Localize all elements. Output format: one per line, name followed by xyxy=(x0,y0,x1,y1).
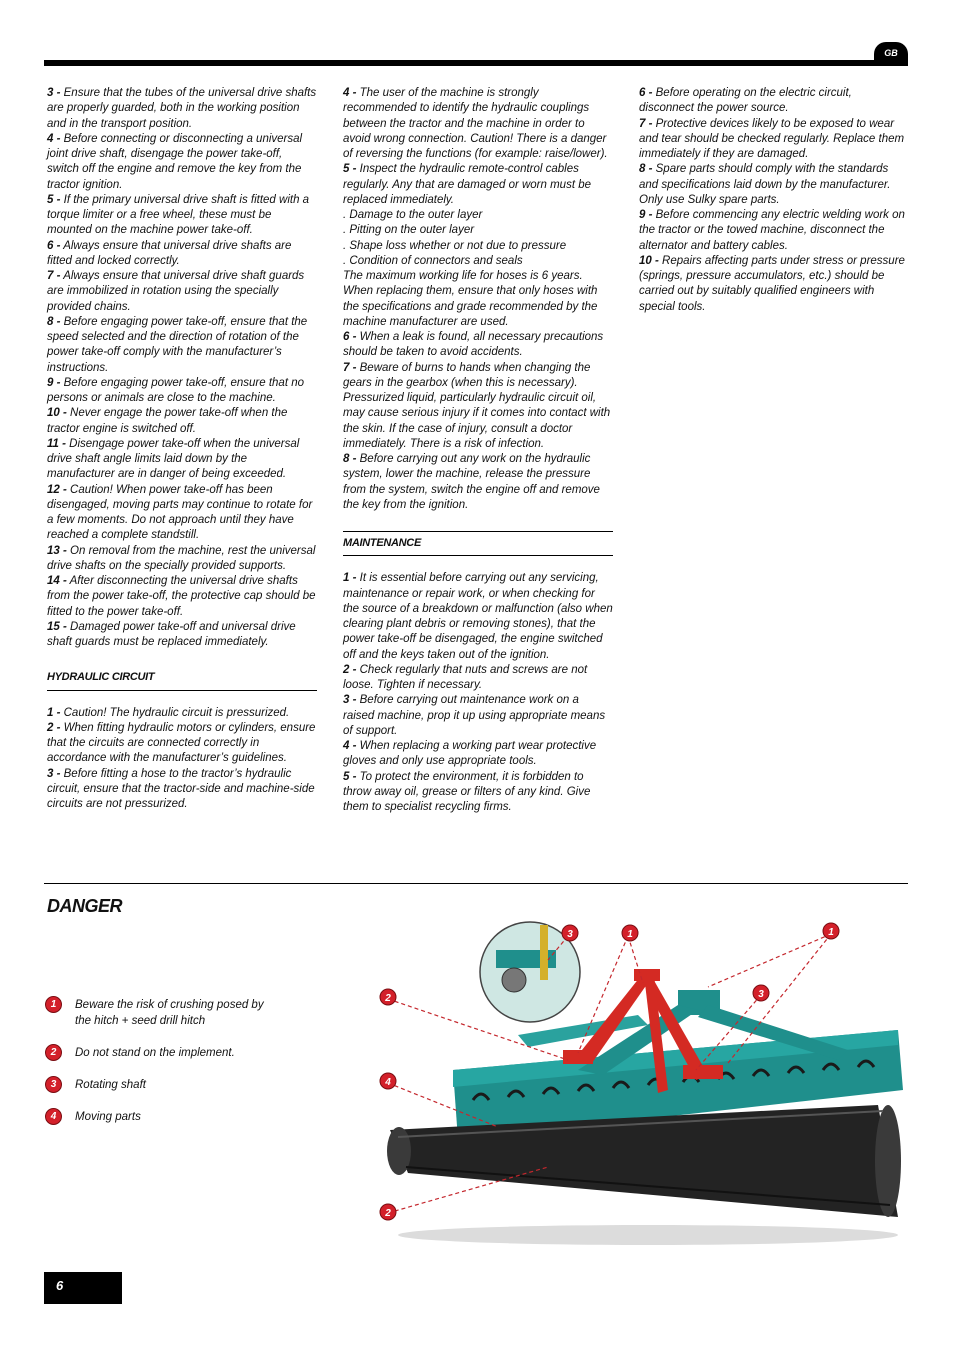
callout-badge-1 xyxy=(823,923,839,939)
item-number: 10 - xyxy=(47,407,67,420)
item-text: Caution! The hydraulic circuit is pressurized. xyxy=(63,706,290,719)
electrical-list xyxy=(639,86,909,315)
bullet-item: . Shape loss whether or not due to pressure xyxy=(343,239,567,252)
item-number: 4 - xyxy=(47,132,61,145)
danger-heading: DANGER xyxy=(47,896,123,916)
svg-text:1: 1 xyxy=(627,929,633,940)
list-item xyxy=(47,483,317,544)
item-text: Before operating on the electric circuit, disconnect the power source. xyxy=(639,87,852,115)
list-item xyxy=(639,86,909,117)
item-text: When a leak is found, all necessary precautions should be taken to avoid accidents. xyxy=(343,331,604,359)
list-item xyxy=(47,239,317,270)
item-text: Before engaging power take-off, ensure that no persons or animals are close to the machine. xyxy=(47,376,305,404)
legend-text: Do not stand on the implement. xyxy=(75,1047,235,1059)
language-tab: GB xyxy=(874,42,908,66)
hydraulic-list-continued-2 xyxy=(343,330,613,513)
list-item xyxy=(47,437,317,483)
item-number: 3 - xyxy=(343,694,357,707)
callout-badge-4 xyxy=(380,1073,396,1089)
item-number: 8 - xyxy=(343,453,357,465)
danger-legend xyxy=(45,996,305,1140)
svg-text:2: 2 xyxy=(385,993,391,1004)
list-item xyxy=(47,193,317,239)
item-number: 6 - xyxy=(639,87,653,99)
column-1 xyxy=(47,86,317,812)
list-item xyxy=(47,269,317,315)
list-item xyxy=(343,162,613,208)
item-number: 3 - xyxy=(47,87,61,99)
legend-text: Moving parts xyxy=(75,1111,141,1123)
item-text: Repairs affecting parts under stress or pressure (springs, pressure accumulators, etc.) should be carried out by suitably qualified engineers with special tools. xyxy=(639,254,905,313)
item-number: 8 - xyxy=(47,315,61,328)
item-text: Before connecting or disconnecting a universal joint drive shaft, disengage the power take-off, switch off the engine and remove the key from the tractor ignition. xyxy=(47,132,303,191)
list-item xyxy=(343,693,613,739)
item-text: If the primary universal drive shaft is fitted with a torque limiter or a free wheel, these must be mounted on the machine power take-off. xyxy=(47,193,310,237)
list-item xyxy=(47,406,317,437)
item-number: 11 - xyxy=(47,437,66,450)
legend-item xyxy=(45,1108,305,1140)
item-text: Damaged power take-off and universal drive shaft guards must be replaced immediately. xyxy=(47,620,296,648)
svg-text:3: 3 xyxy=(758,989,764,1000)
list-item xyxy=(343,361,613,453)
legend-item xyxy=(45,1076,305,1108)
svg-text:4: 4 xyxy=(385,1077,391,1088)
item-text: Beware of burns to hands when changing the gears in the gearbox (when this is necessary). Pressurized liquid, particularly hydraulic circuit oil, may cause serious injury if it comes into contact with the skin. If the case of injury, consult a doctor immediately. There is a risk of infection. xyxy=(343,361,611,450)
callout-badge-1 xyxy=(622,925,638,941)
bullet-item: . Condition of connectors and seals xyxy=(343,254,523,267)
hydraulic-list-continued xyxy=(343,86,613,208)
maintenance-list xyxy=(343,571,613,815)
hose-life-note: The maximum working life for hoses is 6 years. When replacing them, ensure that only hoses with the specifications and grade recommended by the machine manufacturer are used. xyxy=(343,270,598,328)
item-text: To protect the environment, it is forbidden to throw away oil, grease or filters of any kind. Give them to specialist recycling firms. xyxy=(343,770,591,813)
hose-checklist xyxy=(343,208,613,269)
list-item xyxy=(343,571,613,663)
legend-item xyxy=(45,996,305,1044)
item-text: Always ensure that universal drive shafts are fitted and locked correctly. xyxy=(47,239,292,267)
column-2 xyxy=(343,86,613,815)
list-item xyxy=(47,721,317,767)
item-number: 1 - xyxy=(47,706,61,719)
list-item xyxy=(343,770,613,816)
item-number: 7 - xyxy=(47,270,61,282)
item-text: Ensure that the tubes of the universal drive shafts are properly guarded, both in the working position and in the transport position. xyxy=(47,87,317,130)
warning-badge-icon: 1 xyxy=(45,996,62,1013)
item-number: 4 - xyxy=(343,87,357,99)
item-text: It is essential before carrying out any servicing, maintenance or repair work, or when checking for the source of a breakdown or malfunction (also when clearing plant debris or removing stones), that the power take-off be disengaged, the engine switched off and the keys taken out of the ignition. xyxy=(343,572,613,661)
item-text: When replacing a working part wear protective gloves and only use appropriate tools. xyxy=(343,740,597,768)
callout-badge-2 xyxy=(380,989,396,1005)
list-item xyxy=(47,86,317,132)
item-text: On removal from the machine, rest the universal drive shafts on the specially provided supports. xyxy=(47,544,316,572)
item-number: 5 - xyxy=(343,770,357,783)
item-text: Before engaging power take-off, ensure that the speed selected and the direction of rotation of the power take-off comply with the manufacturer’s instructions. xyxy=(47,315,308,374)
bullet-item: . Damage to the outer layer xyxy=(343,209,483,221)
legend-text: Rotating shaft xyxy=(75,1079,146,1091)
warning-badge-icon: 2 xyxy=(45,1044,62,1061)
item-number: 1 - xyxy=(343,572,357,585)
list-item xyxy=(343,739,613,770)
item-text: Check regularly that nuts and screws are not loose. Tighten if necessary. xyxy=(343,663,588,691)
item-number: 9 - xyxy=(47,376,61,389)
item-number: 2 - xyxy=(343,663,357,676)
maintenance-heading: MAINTENANCE xyxy=(343,531,613,556)
item-text: Caution! When power take-off has been disengaged, moving parts may continue to rotate for a few moments. Do not approach until they have reached a complete standstill. xyxy=(47,483,313,542)
list-item xyxy=(639,208,909,254)
item-number: 14 - xyxy=(47,575,67,587)
item-text: The user of the machine is strongly recommended to identify the hydraulic couplings between the tractor and the machine in order to avoid wrong connection. Caution! There is a danger of reversing the functions (for example: raise/lower). xyxy=(343,87,608,160)
list-item xyxy=(47,620,317,651)
item-number: 3 - xyxy=(47,767,61,780)
page-number: 6 xyxy=(44,1272,122,1304)
pto-safety-list xyxy=(47,86,317,650)
svg-text:3: 3 xyxy=(567,929,573,940)
list-item xyxy=(47,376,317,407)
item-text: After disconnecting the universal drive shafts from the power take-off, the protective cap should be fitted to the power take-off. xyxy=(47,575,316,618)
item-number: 5 - xyxy=(47,193,61,206)
warning-badge-icon: 4 xyxy=(45,1108,62,1125)
list-item xyxy=(47,574,317,620)
machine-illustration xyxy=(378,905,908,1250)
item-text: Before carrying out any work on the hydraulic system, lower the machine, release the pressure from the system, switch the engine off and remove the key from the ignition. xyxy=(343,453,600,511)
item-text: Before fitting a hose to the tractor’s hydraulic circuit, ensure that the tractor-side and machine-side circuits are not pressurized. xyxy=(47,767,315,810)
item-number: 10 - xyxy=(639,254,659,267)
bullet-item: . Pitting on the outer layer xyxy=(343,224,475,237)
item-number: 13 - xyxy=(47,544,67,557)
legend-item xyxy=(45,1044,305,1076)
item-text: Spare parts should comply with the standards and specifications laid down by the manufacturer. Only use Sulky spare parts. xyxy=(639,163,891,206)
item-text: Inspect the hydraulic remote-control cables regularly. Any that are damaged or worn must be replaced immediately. xyxy=(343,163,592,206)
item-number: 9 - xyxy=(639,209,653,221)
ground-shadow xyxy=(398,1225,898,1245)
item-number: 6 - xyxy=(47,239,61,252)
callout-badge-3 xyxy=(753,985,769,1001)
warning-badge-icon: 3 xyxy=(45,1076,62,1093)
danger-divider xyxy=(44,883,908,884)
hydraulic-circuit-heading: HYDRAULIC CIRCUIT xyxy=(47,668,317,690)
item-text: Never engage the power take-off when the tractor engine is switched off. xyxy=(47,407,288,435)
callout-badge-3 xyxy=(562,925,578,941)
item-number: 12 - xyxy=(47,483,67,496)
item-text: Before commencing any electric welding work on the tractor or the towed machine, disconnect the alternator and battery cables. xyxy=(639,209,905,252)
list-item xyxy=(343,330,613,361)
list-item xyxy=(639,117,909,163)
item-text: Before carrying out maintenance work on a raised machine, prop it up using appropriate means of support. xyxy=(343,694,606,737)
item-number: 5 - xyxy=(343,163,357,176)
list-item xyxy=(47,767,317,813)
item-number: 7 - xyxy=(639,117,653,130)
header-rule xyxy=(44,60,894,66)
item-text: When fitting hydraulic motors or cylinders, ensure that the circuits are connected correctly in accordance with the manufacturer’s guidelines. xyxy=(47,721,316,765)
column-3 xyxy=(639,86,909,315)
list-item xyxy=(639,162,909,208)
list-item xyxy=(47,544,317,575)
item-number: 7 - xyxy=(343,361,357,374)
hydraulic-list xyxy=(47,706,317,813)
list-item xyxy=(343,663,613,694)
list-item xyxy=(47,315,317,376)
list-item xyxy=(343,452,613,513)
svg-text:2: 2 xyxy=(385,1208,391,1219)
list-item xyxy=(343,86,613,162)
item-text: Disengage power take-off when the universal drive shaft angle limits laid down by the manufacturer are in danger of being exceeded. xyxy=(47,437,300,481)
svg-text:1: 1 xyxy=(828,927,834,938)
list-item xyxy=(47,706,317,721)
item-number: 4 - xyxy=(343,740,357,752)
legend-text: Beware the risk of crushing posed by the hitch + seed drill hitch xyxy=(75,999,264,1027)
list-item xyxy=(639,254,909,315)
list-item xyxy=(47,132,317,193)
item-number: 2 - xyxy=(47,721,61,734)
item-text: Always ensure that universal drive shaft guards are immobilized in rotation using the specially provided chains. xyxy=(47,270,305,313)
item-number: 6 - xyxy=(343,331,357,343)
item-text: Protective devices likely to be exposed to wear and tear should be checked regularly. Replace them immediately if they are damaged. xyxy=(639,117,905,160)
callout-badge-2 xyxy=(380,1204,396,1220)
item-number: 15 - xyxy=(47,620,67,633)
item-number: 8 - xyxy=(639,163,653,176)
